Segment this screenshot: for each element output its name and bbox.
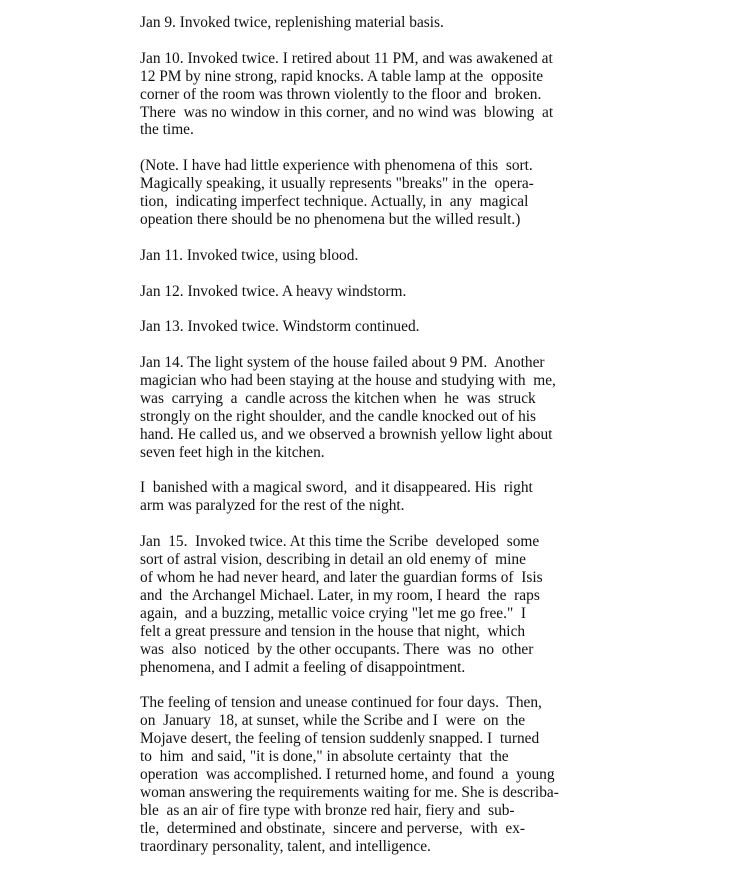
text-line: magician who had been staying at the house and studying with me, <box>140 372 556 390</box>
text-line: and the Archangel Michael. Later, in my room, I heard the raps <box>140 586 540 604</box>
text-line: (Note. I have had little experience with phenomena of this sort. <box>140 157 533 175</box>
text-line: woman answering the requirements waiting for me. She is describa- <box>140 783 559 801</box>
text-line: sort of astral vision, describing in detail an old enemy of mine <box>140 551 526 569</box>
text-line: There was no window in this corner, and no wind was blowing at <box>140 103 554 121</box>
paragraph-tension <box>140 694 580 855</box>
text-line: Jan 11. Invoked twice, using blood. <box>140 246 359 264</box>
text-line: operation was accomplished. I returned home, and found a young <box>140 765 555 783</box>
paragraph-note <box>140 157 580 229</box>
text-line: Jan 15. Invoked twice. At this time the Scribe developed some <box>140 533 540 551</box>
text-line: tion, indicating imperfect technique. Actually, in any magical <box>140 193 529 211</box>
text-line: to him and said, "it is done," in absolute certainty that the <box>140 748 509 766</box>
text-line: tle, determined and obstinate, sincere and perverse, with ex- <box>140 819 526 837</box>
text-line: I banished with a magical sword, and it disappeared. His right <box>140 479 533 497</box>
paragraph-jan-9 <box>140 14 580 32</box>
paragraph-banished <box>140 479 580 515</box>
text-line: seven feet high in the kitchen. <box>140 443 325 461</box>
paragraph-jan-14 <box>140 354 580 461</box>
text-line: phenomena, and I admit a feeling of disappointment. <box>140 658 466 676</box>
text-line: arm was paralyzed for the rest of the night. <box>140 497 405 515</box>
paragraph-jan-15 <box>140 533 580 676</box>
text-line: felt a great pressure and tension in the house that night, which <box>140 622 526 640</box>
paragraph-jan-12 <box>140 283 580 301</box>
text-line: hand. He called us, and we observed a brownish yellow light about <box>140 425 553 443</box>
text-line: strongly on the right shoulder, and the candle knocked out of his <box>140 407 537 425</box>
paragraph-jan-13 <box>140 318 580 336</box>
text-line: corner of the room was thrown violently to the floor and broken. <box>140 85 542 103</box>
text-line: opeation there should be no phenomena but the willed result.) <box>140 210 521 228</box>
text-line: Jan 13. Invoked twice. Windstorm continued. <box>140 318 420 336</box>
text-line: Mojave desert, the feeling of tension suddenly snapped. I turned <box>140 730 540 748</box>
text-line: again, and a buzzing, metallic voice crying "let me go free." I <box>140 604 527 622</box>
text-line: Jan 10. Invoked twice. I retired about 11 PM, and was awakened at <box>140 49 553 67</box>
text-line: the time. <box>140 121 194 139</box>
paragraph-jan-10 <box>140 50 580 140</box>
text-line: was also noticed by the other occupants. There was no other <box>140 640 534 658</box>
document-page <box>140 14 580 855</box>
text-line: Jan 9. Invoked twice, replenishing material basis. <box>140 14 444 31</box>
text-line: on January 18, at sunset, while the Scribe and I were on the <box>140 712 526 730</box>
text-line: Jan 12. Invoked twice. A heavy windstorm. <box>140 282 407 300</box>
text-line: The feeling of tension and unease continued for four days. Then, <box>140 694 542 712</box>
text-line: Magically speaking, it usually represents "breaks" in the opera- <box>140 175 534 193</box>
text-line: 12 PM by nine strong, rapid knocks. A table lamp at the opposite <box>140 67 544 85</box>
text-line: Jan 14. The light system of the house failed about 9 PM. Another <box>140 354 545 372</box>
text-line: ble as an air of fire type with bronze red hair, fiery and sub- <box>140 801 515 819</box>
text-line: of whom he had never heard, and later the guardian forms of Isis <box>140 568 543 586</box>
text-line: traordinary personality, talent, and intelligence. <box>140 837 431 855</box>
text-line: was carrying a candle across the kitchen when he was struck <box>140 389 536 407</box>
paragraph-jan-11 <box>140 247 580 265</box>
